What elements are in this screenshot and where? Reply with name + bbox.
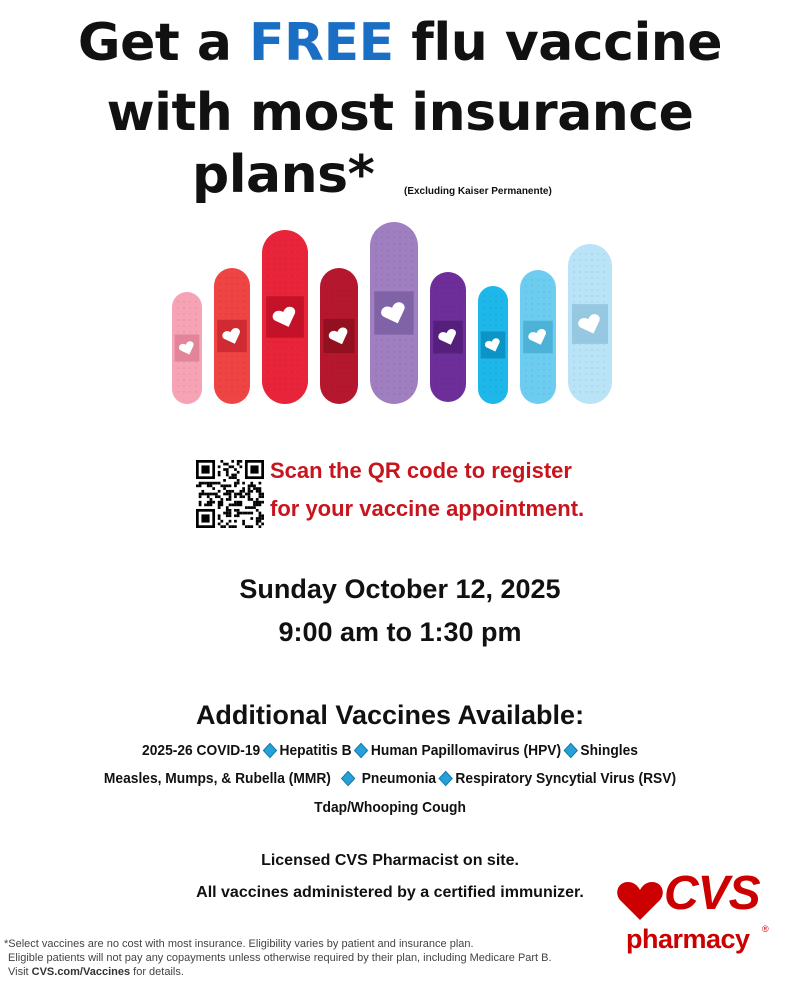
vaccine-hpv: Human Papillomavirus (HPV) (370, 742, 562, 759)
headline-line-2: with most insurance (106, 83, 694, 143)
vaccine-shingles: Shingles (580, 742, 638, 759)
bandage (214, 268, 250, 404)
footnote-visit: Visit (8, 966, 32, 978)
diamond-bullet-icon (354, 743, 368, 759)
pharmacist-on-site: Licensed CVS Pharmacist on site. (261, 852, 519, 869)
vaccine-tdap: Tdap/Whooping Cough (314, 799, 466, 816)
qr-instruction-line-2: for your vaccine appointment. (270, 496, 585, 521)
vaccine-list-line-1 (31, 742, 749, 759)
diamond-bullet-icon (263, 743, 277, 759)
bandage (520, 270, 556, 404)
footnote-details: for details. (130, 966, 184, 978)
certified-immunizer: All vaccines administered by a certified immunizer. (196, 884, 584, 901)
headline-free: FREE (249, 13, 394, 73)
cvs-logo-word: CVS (664, 867, 760, 920)
bandage (568, 244, 612, 404)
bandage (172, 292, 202, 404)
headline-flu-vaccine: flu vaccine (393, 13, 723, 73)
footnote-line-3 (8, 966, 184, 978)
exclusion-note: (Excluding Kaiser Permanente) (404, 186, 552, 197)
additional-vaccines-title: Additional Vaccines Available: (195, 700, 585, 730)
bandage (430, 272, 466, 402)
qr-code[interactable] (196, 460, 264, 528)
headline-line-3: plans* (192, 145, 375, 205)
cvs-heart-icon (616, 880, 664, 922)
vaccine-covid: 2025-26 COVID-19 (142, 742, 261, 759)
cvs-vaccines-link[interactable]: CVS.com/Vaccines (31, 966, 131, 978)
diamond-bullet-icon (341, 771, 355, 787)
bandage (478, 286, 508, 404)
cvs-registered-mark: ® (762, 924, 769, 934)
cvs-logo-pharmacy: pharmacy (626, 924, 750, 954)
diamond-bullet-icon (439, 771, 453, 787)
vaccine-list-line-3 (31, 799, 749, 816)
headline-get-a: Get a (77, 13, 250, 73)
bandage (262, 230, 308, 404)
vaccine-rsv: Respiratory Syncytial Virus (RSV) (455, 770, 677, 787)
bandage (320, 268, 358, 404)
footnote-line-1: *Select vaccines are no cost with most insurance. Eligibility varies by patient and insurance plan. (4, 938, 474, 950)
vaccine-mmr: Measles, Mumps, & Rubella (MMR) (103, 770, 331, 787)
bandage (370, 222, 418, 404)
vaccine-list-line-2 (31, 770, 749, 787)
event-date: Sunday October 12, 2025 (239, 574, 561, 604)
diamond-bullet-icon (564, 743, 578, 759)
qr-instruction-line-1: Scan the QR code to register (270, 458, 572, 483)
vaccine-pneumonia: Pneumonia (361, 770, 437, 787)
headline-line-1 (0, 14, 800, 72)
footnote-line-2: Eligible patients will not pay any copayments unless otherwise required by their plan, including Medicare Part B. (8, 952, 552, 964)
event-time: 9:00 am to 1:30 pm (278, 617, 522, 647)
vaccine-hepatitis-b: Hepatitis B (279, 742, 352, 759)
bandages-illustration (168, 220, 618, 410)
